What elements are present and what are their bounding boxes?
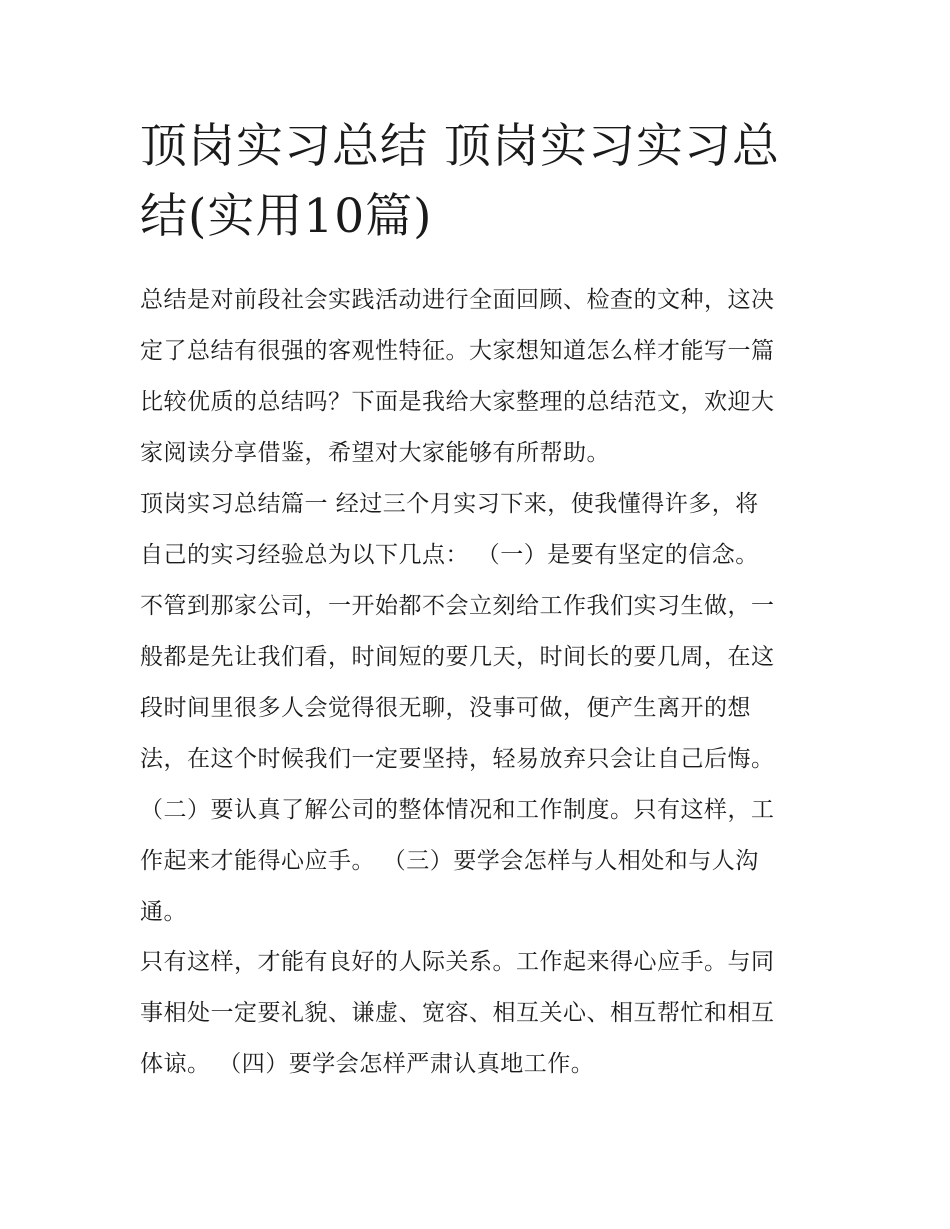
document-title <box>140 112 820 252</box>
paragraph-line: 顶岗实习总结篇一 经过三个月实习下来，使我懂得许多，将 <box>140 491 759 517</box>
paragraph-line: 不管到那家公司，一开始都不会立刻给工作我们实习生做，一 <box>140 593 775 619</box>
title-line: 结(实用10篇) <box>140 189 433 244</box>
summary-paragraph-1 <box>140 479 820 938</box>
paragraph-line: 体谅。 （四）要学会怎样严肃认真地工作。 <box>140 1051 595 1077</box>
paragraph-line: 定了总结有很强的客观性特征。大家想知道怎么样才能写一篇 <box>140 338 775 364</box>
paragraph-line: 段时间里很多人会觉得很无聊，没事可做，便产生离开的想 <box>140 695 751 721</box>
paragraph-line: 法，在这个时候我们一定要坚持，轻易放弃只会让自己后悔。 <box>140 746 775 772</box>
paragraph-line: 比较优质的总结吗？下面是我给大家整理的总结范文，欢迎大 <box>140 389 775 415</box>
summary-paragraph-2 <box>140 937 820 1090</box>
paragraph-line: 作起来才能得心应手。 （三）要学会怎样与人相处和与人沟 <box>140 848 759 874</box>
paragraph-line: 通。 <box>140 899 187 925</box>
paragraph-line: 总结是对前段社会实践活动进行全面回顾、检查的文种，这决 <box>140 287 775 313</box>
paragraph-line: 自己的实习经验总为以下几点： （一）是要有坚定的信念。 <box>140 542 759 568</box>
paragraph-line: 家阅读分享借鉴，希望对大家能够有所帮助。 <box>140 440 610 466</box>
intro-paragraph <box>140 275 820 479</box>
paragraph-line: 事相处一定要礼貌、谦虚、宽容、相互关心、相互帮忙和相互 <box>140 1000 775 1026</box>
paragraph-line: 只有这样，才能有良好的人际关系。工作起来得心应手。与同 <box>140 949 775 975</box>
paragraph-line: （二）要认真了解公司的整体情况和工作制度。只有这样，工 <box>140 797 775 823</box>
paragraph-line: 般都是先让我们看，时间短的要几天，时间长的要几周，在这 <box>140 644 775 670</box>
title-line: 顶岗实习总结 顶岗实习实习总 <box>140 119 780 174</box>
